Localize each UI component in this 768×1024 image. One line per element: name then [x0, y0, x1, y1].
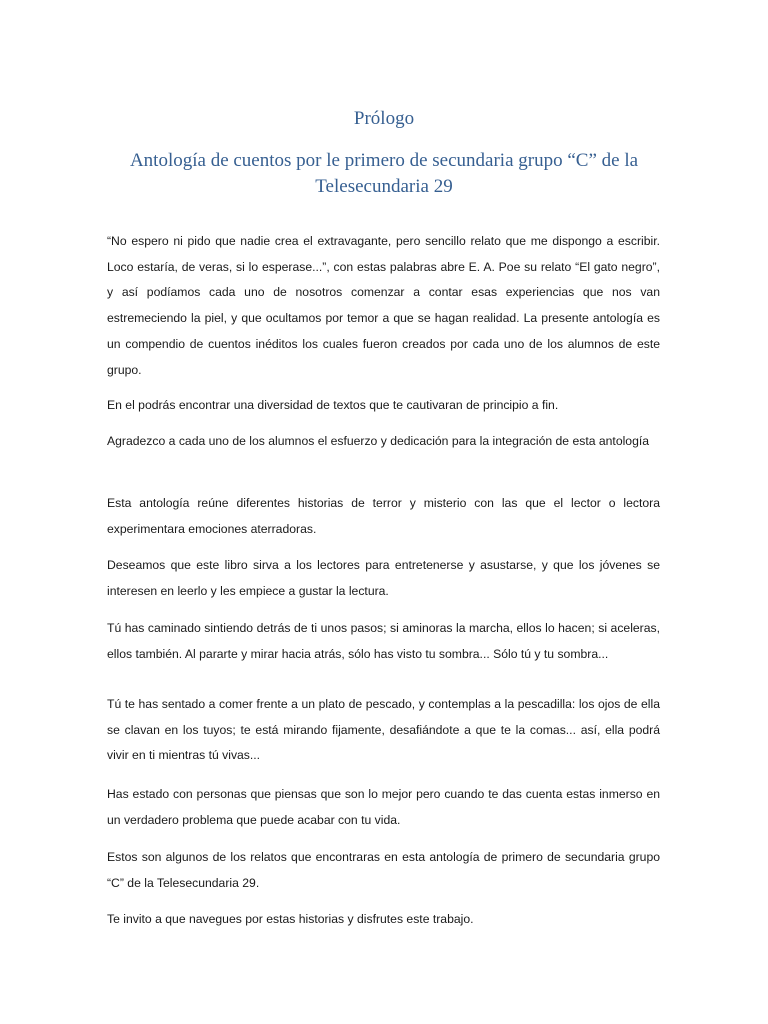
document-title: Prólogo	[353, 108, 415, 129]
document-subtitle: Antología de cuentos por le primero de secundaria grupo “C” de la Telesecundaria 29	[129, 150, 639, 197]
paragraph-diversity: En el podrás encontrar una diversidad de textos que te cautivaran de principio a fin.	[107, 398, 559, 412]
paragraph-summary: Esta antología reúne diferentes historias de terror y misterio con las que el lector o lectora experimentara emociones aterradoras.	[107, 496, 660, 536]
paragraph-wish: Deseamos que este libro sirva a los lectores para entretenerse y asustarse, y que los jóvenes se interesen en leerlo y les empiece a gustar la lectura.	[107, 558, 660, 598]
paragraph-footsteps: Tú has caminado sintiendo detrás de ti unos pasos; si aminoras la marcha, ellos lo hacen; si aceleras, ellos también. Al pararte y mirar hacia atrás, sólo has visto tu sombra... Sólo tú y tu sombra...	[107, 621, 660, 661]
paragraph-invitation: Te invito a que navegues por estas historias y disfrutes este trabajo.	[107, 912, 474, 926]
paragraph-intro: “No espero ni pido que nadie crea el extravagante, pero sencillo relato que me dispongo a escribir. Loco estaría, de veras, si lo esperase...”, con estas palabras abre E. A. Poe su relato “El gato negro”, y así podíamos cada uno de nosotros comenzar a contar esas experiencias que nos van estremeciendo la piel, y que ocultamos por temor a que se hagan realidad. La presente antología es un compendio de cuentos inéditos los cuales fueron creados por cada uno de los alumnos de este grupo.	[107, 234, 660, 377]
paragraph-people: Has estado con personas que piensas que son lo mejor pero cuando te das cuenta estas inmerso en un verdadero problema que puede acabar con tu vida.	[107, 787, 660, 827]
paragraph-stories: Estos son algunos de los relatos que encontraras en esta antología de primero de secundaria grupo “C” de la Telesecundaria 29.	[107, 850, 660, 890]
paragraph-fish: Tú te has sentado a comer frente a un plato de pescado, y contemplas a la pescadilla: los ojos de ella se clavan en los tuyos; te está mirando fijamente, desafiándote a que te la comas... así, ella podrá vivir en ti mientras tú vivas...	[107, 697, 660, 763]
paragraph-thanks: Agradezco a cada uno de los alumnos el esfuerzo y dedicación para la integración de esta antología	[107, 434, 650, 448]
